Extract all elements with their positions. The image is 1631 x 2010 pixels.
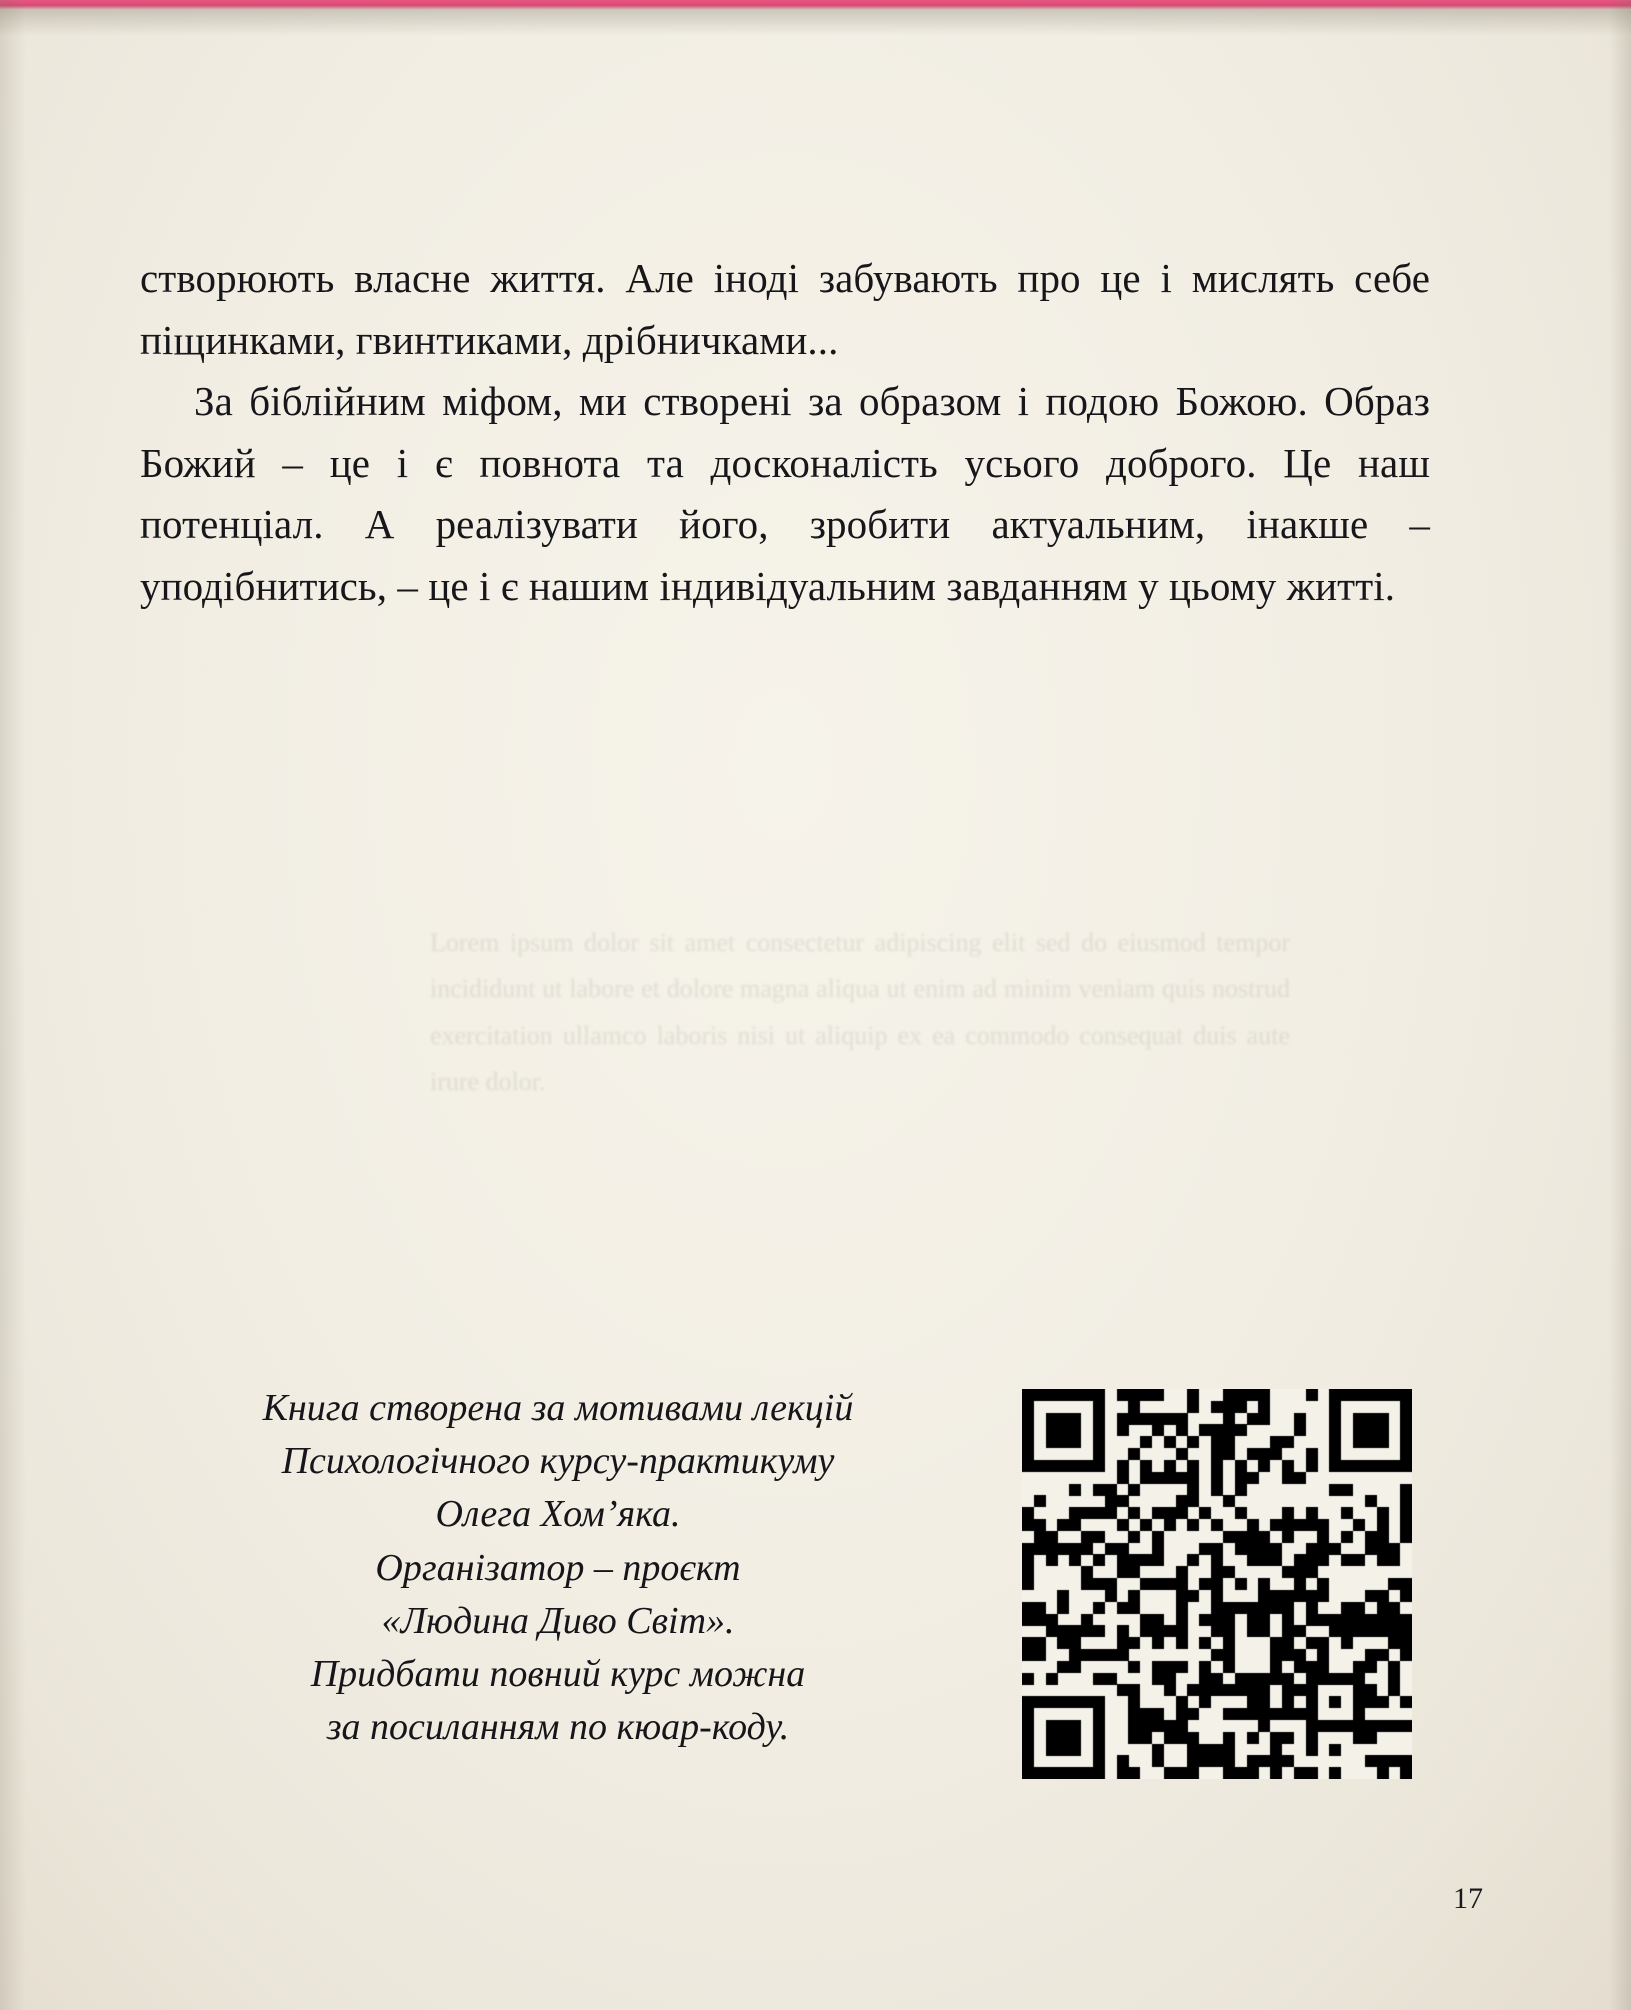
paragraph-1: створюють власне життя. Але іноді забувають про це і мислять себе піщинками, гвинтиками, дрібничками... — [140, 255, 1430, 363]
binding-edge — [0, 0, 1631, 10]
qr-code-image[interactable] — [1022, 1389, 1412, 1779]
colophon-line-7: за посиланням по кюар-коду. — [326, 1706, 790, 1749]
colophon-block — [178, 1382, 938, 1754]
colophon-line-2: Психологічного курсу-практикуму — [281, 1440, 835, 1483]
page-top-shadow — [0, 10, 1631, 36]
colophon-line-6: Придбати повний курс можна — [310, 1652, 806, 1695]
paragraph-2: За біблійним міфом, ми створені за образом і подою Божою. Образ Божий – це і є повнота та досконалість усього доброго. Це наш потенціал. А реалізувати його, зробити актуальним, інакше – уподібнитись, – це і є нашим індивідуальним завданням у цьому житті. — [140, 378, 1430, 609]
body-text — [140, 248, 1430, 617]
page-right-shadow — [1609, 0, 1631, 2010]
page-left-shadow — [0, 0, 26, 2010]
colophon-line-4: Організатор – проєкт — [375, 1546, 741, 1589]
page-number: 17 — [1453, 1882, 1483, 1915]
colophon-line-1: Книга створена за мотивами лекцій — [262, 1387, 854, 1429]
qr-code[interactable] — [1022, 1389, 1412, 1779]
colophon-line-5: «Людина Диво Світ». — [381, 1599, 735, 1642]
colophon-line-3: Олега Хом’яка. — [435, 1493, 681, 1536]
